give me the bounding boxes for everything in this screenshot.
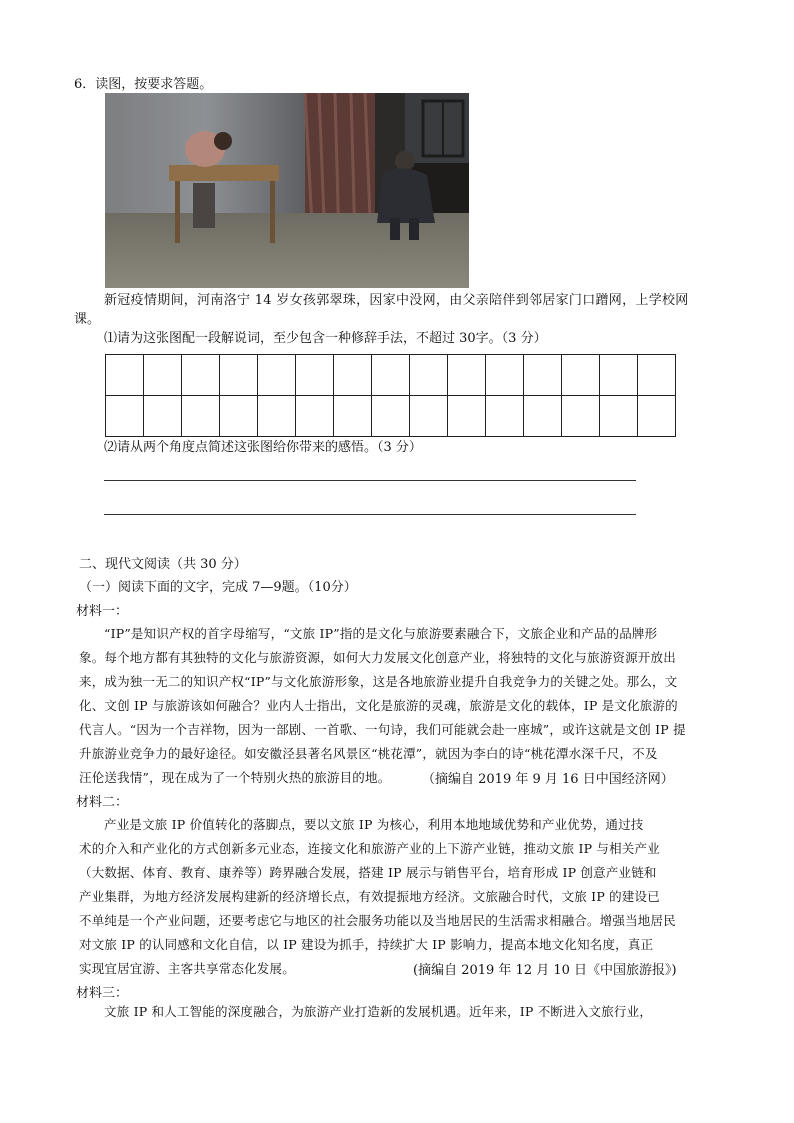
grid-cell[interactable] (448, 355, 486, 396)
grid-cell[interactable] (638, 396, 676, 437)
text-line: 产业集群，为地方经济发展构建新的经济增长点，有效提振地方经济。文旅融合时代，文旅 IP 的建设已 (79, 889, 660, 904)
grid-cell[interactable] (296, 355, 334, 396)
material-1-source: （摘编自 2019 年 9 月 16 日中国经济网） (422, 772, 674, 787)
text-line: 实现宜居宜游、主客共享常态化发展。 (79, 961, 295, 976)
section-heading: 二、现代文阅读（共 30 分） (79, 557, 247, 572)
grid-cell[interactable] (372, 396, 410, 437)
text-line: 象。每个地方都有其独特的文化与旅游资源，如何大力发展文化创意产业，将独特的文化与旅游资源开放出 (79, 650, 676, 665)
grid-cell[interactable] (524, 396, 562, 437)
grid-cell[interactable] (334, 396, 372, 437)
text-line: 汪伦送我情”，现在成为了一个特别火热的旅游目的地。 (79, 770, 391, 785)
question-photo (105, 93, 469, 288)
question-6-title: 6．读图，按要求答题。 (74, 77, 213, 92)
text-line: 术的介入和产业化的方式创新多元业态，连接文化和旅游产业的上下游产业链，推动文旅 IP 与相关产业 (79, 841, 660, 856)
answer-grid (105, 354, 676, 437)
grid-cell[interactable] (562, 396, 600, 437)
text-line: 产业是文旅 IP 价值转化的落脚点，要以文旅 IP 为核心，利用本地地域优势和产业优势，通过技 (104, 817, 644, 832)
grid-cell[interactable] (220, 355, 258, 396)
grid-cell[interactable] (144, 396, 182, 437)
sub-question-1: ⑴请为这张图配一段解说词，至少包含一种修辞手法，不超过 30字。（3 分） (104, 331, 547, 346)
material-2-text (79, 813, 719, 981)
text-line: “IP”是知识产权的首字母缩写，“文旅 IP”指的是文化与旅游要素融合下，文旅企业和产品的品牌形 (104, 626, 658, 641)
grid-cell[interactable] (372, 355, 410, 396)
answer-line[interactable] (104, 514, 636, 515)
grid-cell[interactable] (486, 396, 524, 437)
text-line: 对文旅 IP 的认同感和文化自信，以 IP 建设为抓手，持续扩大 IP 影响力，提高本地文化知名度，真正 (79, 937, 654, 952)
caption-line-2: 课。 (74, 312, 101, 327)
material-3-label: 材料三： (76, 986, 129, 1001)
grid-cell[interactable] (182, 396, 220, 437)
text-line: 不单纯是一个产业问题，还要考虑它与地区的社会服务功能以及当地居民的生活需求相融合。增强当地居民 (79, 913, 676, 928)
grid-cell[interactable] (334, 355, 372, 396)
sub-question-2: ⑵请从两个角度点简述这张图给你带来的感悟。（3 分） (104, 440, 422, 455)
material-1-label: 材料一： (76, 604, 129, 619)
grid-cell[interactable] (258, 396, 296, 437)
grid-cell[interactable] (220, 396, 258, 437)
grid-cell[interactable] (410, 396, 448, 437)
grid-cell[interactable] (296, 396, 334, 437)
grid-cell[interactable] (448, 396, 486, 437)
grid-cell[interactable] (410, 355, 448, 396)
text-line: 来，成为独一无二的知识产权“IP”与文化旅游形象，这是各地旅游业提升自我竞争力的关键之处。那么，文 (79, 674, 678, 689)
text-line: 升旅游业竞争力的最好途径。如安徽泾县著名风景区“桃花潭”，就因为李白的诗“桃花潭水深千尺，不及 (79, 746, 658, 761)
grid-cell[interactable] (562, 355, 600, 396)
material-3-text (79, 1000, 719, 1024)
grid-cell[interactable] (258, 355, 296, 396)
material-2-label: 材料二： (76, 795, 129, 810)
grid-cell[interactable] (144, 355, 182, 396)
grid-cell[interactable] (600, 396, 638, 437)
grid-cell[interactable] (486, 355, 524, 396)
text-line: 文旅 IP 和人工智能的深度融合，为旅游产业打造新的发展机遇。近年来，IP 不断进入文旅行业， (104, 1004, 653, 1019)
grid-cell[interactable] (106, 396, 144, 437)
section-sub-heading: （一）阅读下面的文字，完成 7—9题。（10分） (79, 580, 357, 595)
text-line: 代言人。“因为一个吉祥物，因为一部剧、一首歌、一句诗，我们可能就会赴一座城”，或许这就是文创 IP 提 (79, 722, 686, 737)
answer-grid-row (106, 396, 676, 437)
text-line: （大数据、体育、教育、康养等）跨界融合发展，搭建 IP 展示与销售平台，培育形成 IP 创意产业链和 (79, 865, 657, 880)
text-line: 化、文创 IP 与旅游该如何融合？业内人士指出，文化是旅游的灵魂，旅游是文化的载体，IP 是文化旅游的 (79, 698, 678, 713)
grid-cell[interactable] (638, 355, 676, 396)
material-2-source: (摘编自 2019 年 12 月 10 日《中国旅游报》) (413, 963, 677, 978)
material-1-text (79, 622, 719, 790)
caption-line-1: 新冠疫情期间，河南洛宁 14 岁女孩郭翠珠，因家中没网，由父亲陪伴到邻居家门口蹭网，上学校网 (104, 293, 689, 308)
answer-line[interactable] (104, 480, 636, 481)
grid-cell[interactable] (524, 355, 562, 396)
photo-illustration (105, 93, 469, 288)
answer-grid-row (106, 355, 676, 396)
grid-cell[interactable] (600, 355, 638, 396)
grid-cell[interactable] (106, 355, 144, 396)
grid-cell[interactable] (182, 355, 220, 396)
